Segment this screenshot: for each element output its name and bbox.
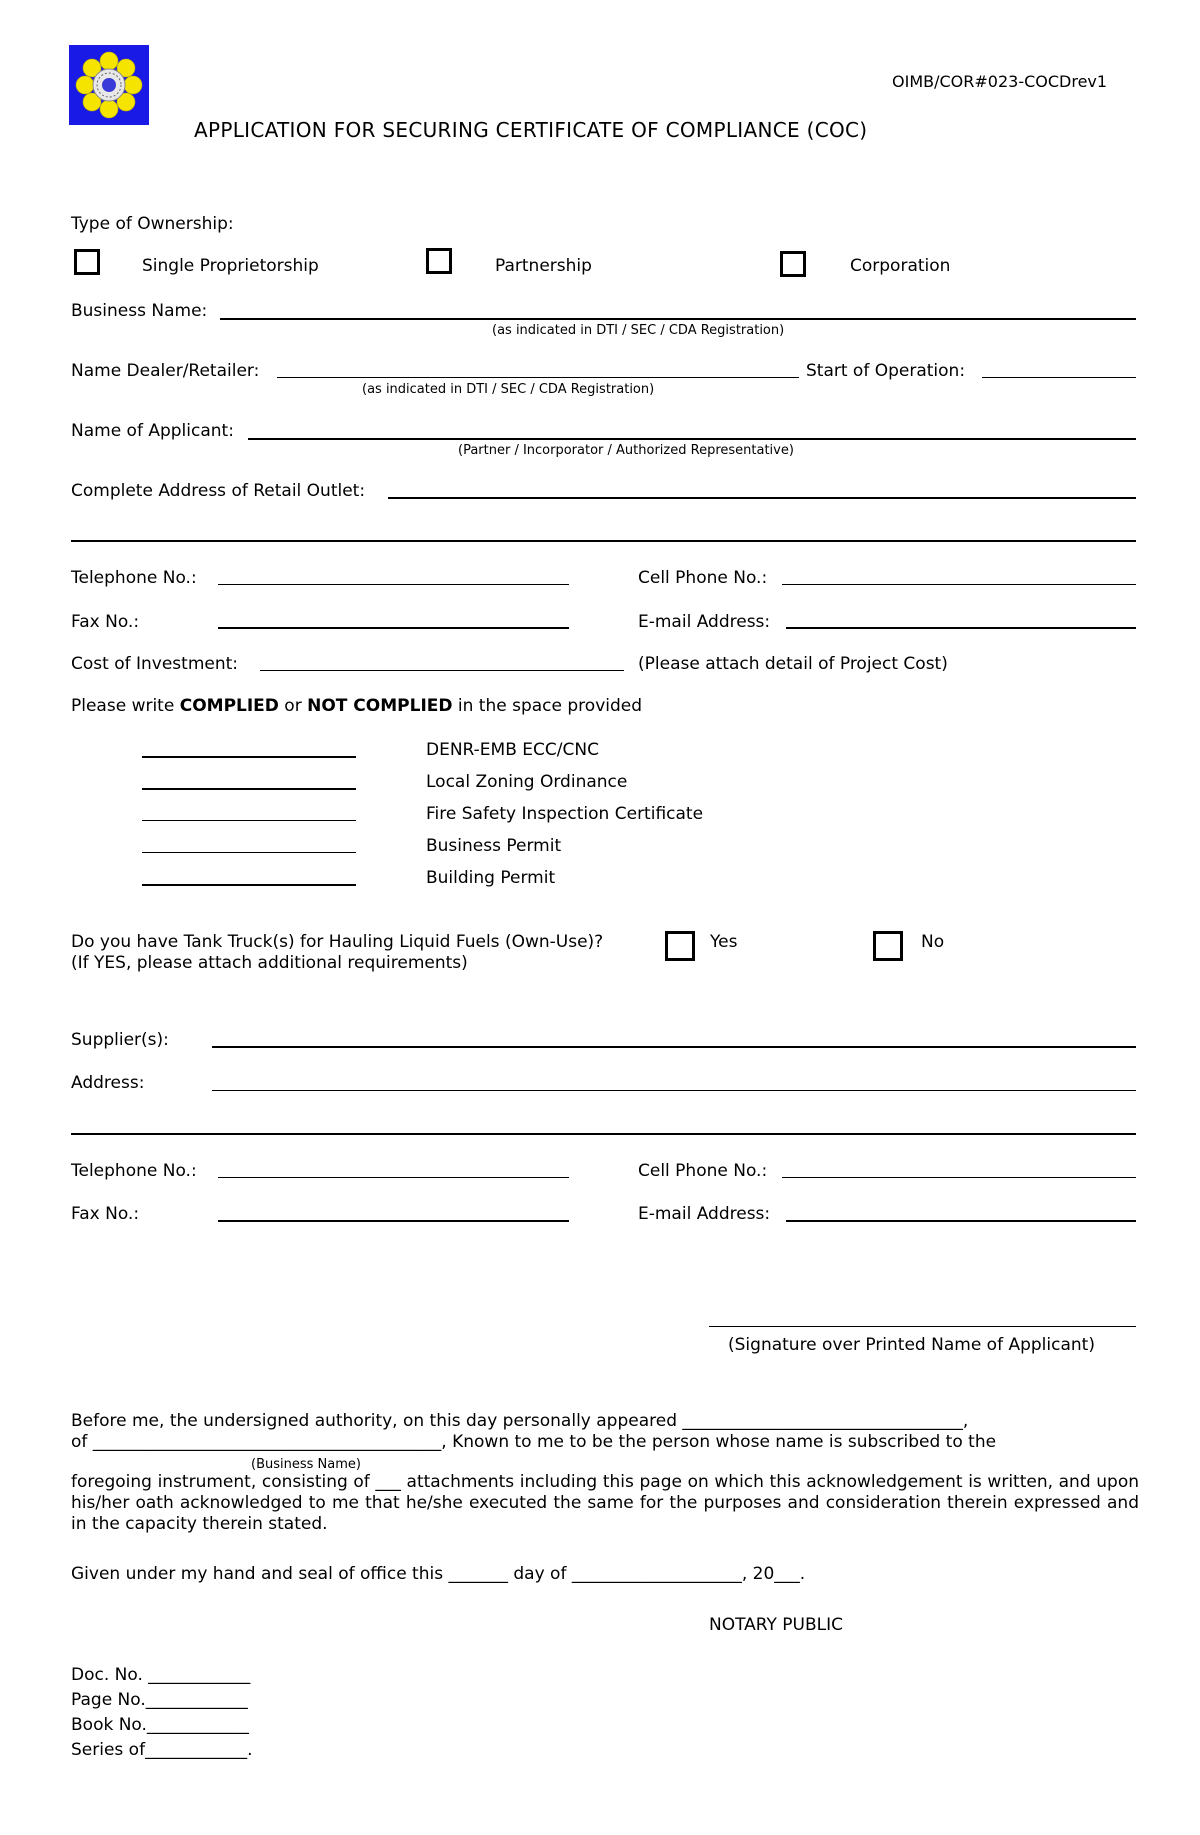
supplier-address-label: Address: [71,1073,145,1093]
business-name-ack-note: (Business Name) [251,1457,361,1472]
tank-truck-question: Do you have Tank Truck(s) for Hauling Liquid Fuels (Own-Use)? [71,932,604,952]
retail-address-field-2[interactable] [71,540,1136,542]
telephone-label: Telephone No.: [71,568,197,588]
supplier-cell-field[interactable] [782,1177,1136,1178]
applicant-name-note: (Partner / Incorporator / Authorized Representative) [458,443,794,458]
form-code: OIMB/COR#023-COCDrev1 [892,72,1108,91]
compliance-field-zoning[interactable] [142,788,356,790]
appeared-person-field[interactable]: _________________________________ [682,1411,963,1431]
start-of-operation-label: Start of Operation: [806,361,966,381]
retail-address-field[interactable] [388,497,1136,499]
acknowledgement-line-1: Before me, the undersigned authority, on this day personally appeared _________________________________, [71,1411,969,1431]
applicant-name-field[interactable] [248,438,1136,440]
acknowledgement-body: foregoing instrument, consisting of ___ attachments including this page on which this acknowledgement is written, and upon his/her oath acknowledged to me that he/she executed the same for the purposes and consideration therein expressed and in the capacity therein stated. [71,1472,1139,1534]
tank-truck-note: (If YES, please attach additional requirements) [71,953,468,973]
start-of-operation-field[interactable] [982,377,1136,378]
dealer-name-field[interactable] [277,377,799,378]
business-name-label: Business Name: [71,301,208,321]
email-label: E-mail Address: [638,612,771,632]
supplier-cell-label: Cell Phone No.: [638,1161,768,1181]
series-of-field[interactable]: Series of____________. [71,1740,253,1760]
supplier-email-field[interactable] [786,1220,1136,1222]
checkbox-tank-no[interactable] [873,931,903,961]
option-corporation: Corporation [850,256,951,276]
supplier-address-field[interactable] [212,1090,1136,1091]
supplier-fax-field[interactable] [218,1220,569,1222]
book-no-field[interactable]: Book No.____________ [71,1715,249,1735]
supplier-email-label: E-mail Address: [638,1204,771,1224]
supplier-telephone-field[interactable] [218,1177,569,1178]
supplier-address-field-2[interactable] [71,1133,1136,1135]
tank-no-label: No [921,932,945,952]
compliance-item-business-permit: Business Permit [426,836,562,856]
business-name-ack-field[interactable]: _________________________________________ [92,1432,442,1452]
page-no-field[interactable]: Page No.____________ [71,1690,248,1710]
given-under-hand: Given under my hand and seal of office this _______ day of ____________________, 20___. [71,1564,806,1584]
compliance-item-zoning: Local Zoning Ordinance [426,772,628,792]
compliance-field-business-permit[interactable] [142,852,356,853]
signature-caption: (Signature over Printed Name of Applicant) [728,1335,1095,1355]
suppliers-field[interactable] [212,1046,1136,1048]
retail-address-label: Complete Address of Retail Outlet: [71,481,366,501]
investment-note: (Please attach detail of Project Cost) [638,654,948,674]
checkbox-partnership[interactable] [426,248,452,274]
compliance-item-fire-safety: Fire Safety Inspection Certificate [426,804,704,824]
sun-seal-icon [69,45,149,125]
compliance-field-building-permit[interactable] [142,884,356,886]
notary-public-label: NOTARY PUBLIC [709,1615,844,1635]
acknowledgement-line-2: of _________________________________________, Known to me to be the person whose name is subscribed to the [71,1432,997,1452]
ownership-label: Type of Ownership: [71,214,234,234]
page-title: APPLICATION FOR SECURING CERTIFICATE OF COMPLIANCE (COC) [194,118,868,142]
compliance-item-building-permit: Building Permit [426,868,556,888]
telephone-field[interactable] [218,584,569,585]
applicant-name-label: Name of Applicant: [71,421,234,441]
fax-label: Fax No.: [71,612,140,632]
checkbox-tank-yes[interactable] [665,931,695,961]
business-name-field[interactable] [220,318,1136,320]
dealer-name-label: Name Dealer/Retailer: [71,361,260,381]
agency-logo [69,45,149,125]
business-name-note: (as indicated in DTI / SEC / CDA Registration) [492,323,785,338]
fax-field[interactable] [218,627,569,629]
dealer-name-note: (as indicated in DTI / SEC / CDA Registration) [362,382,655,397]
compliance-item-denr: DENR-EMB ECC/CNC [426,740,599,760]
supplier-fax-label: Fax No.: [71,1204,140,1224]
tank-yes-label: Yes [710,932,738,952]
email-field[interactable] [786,627,1136,629]
cell-phone-field[interactable] [782,584,1136,585]
compliance-field-fire-safety[interactable] [142,820,356,821]
suppliers-label: Supplier(s): [71,1030,169,1050]
checkbox-corporation[interactable] [780,251,806,277]
investment-field[interactable] [260,670,624,671]
supplier-telephone-label: Telephone No.: [71,1161,197,1181]
option-partnership: Partnership [495,256,592,276]
checkbox-single-proprietorship[interactable] [74,249,100,275]
investment-label: Cost of Investment: [71,654,239,674]
cell-phone-label: Cell Phone No.: [638,568,768,588]
compliance-field-denr[interactable] [142,756,356,758]
doc-no-field[interactable]: Doc. No. ____________ [71,1665,251,1685]
option-single-proprietorship: Single Proprietorship [142,256,319,276]
compliance-instruction: Please write COMPLIED or NOT COMPLIED in the space provided [71,696,643,716]
signature-field[interactable] [709,1326,1136,1327]
